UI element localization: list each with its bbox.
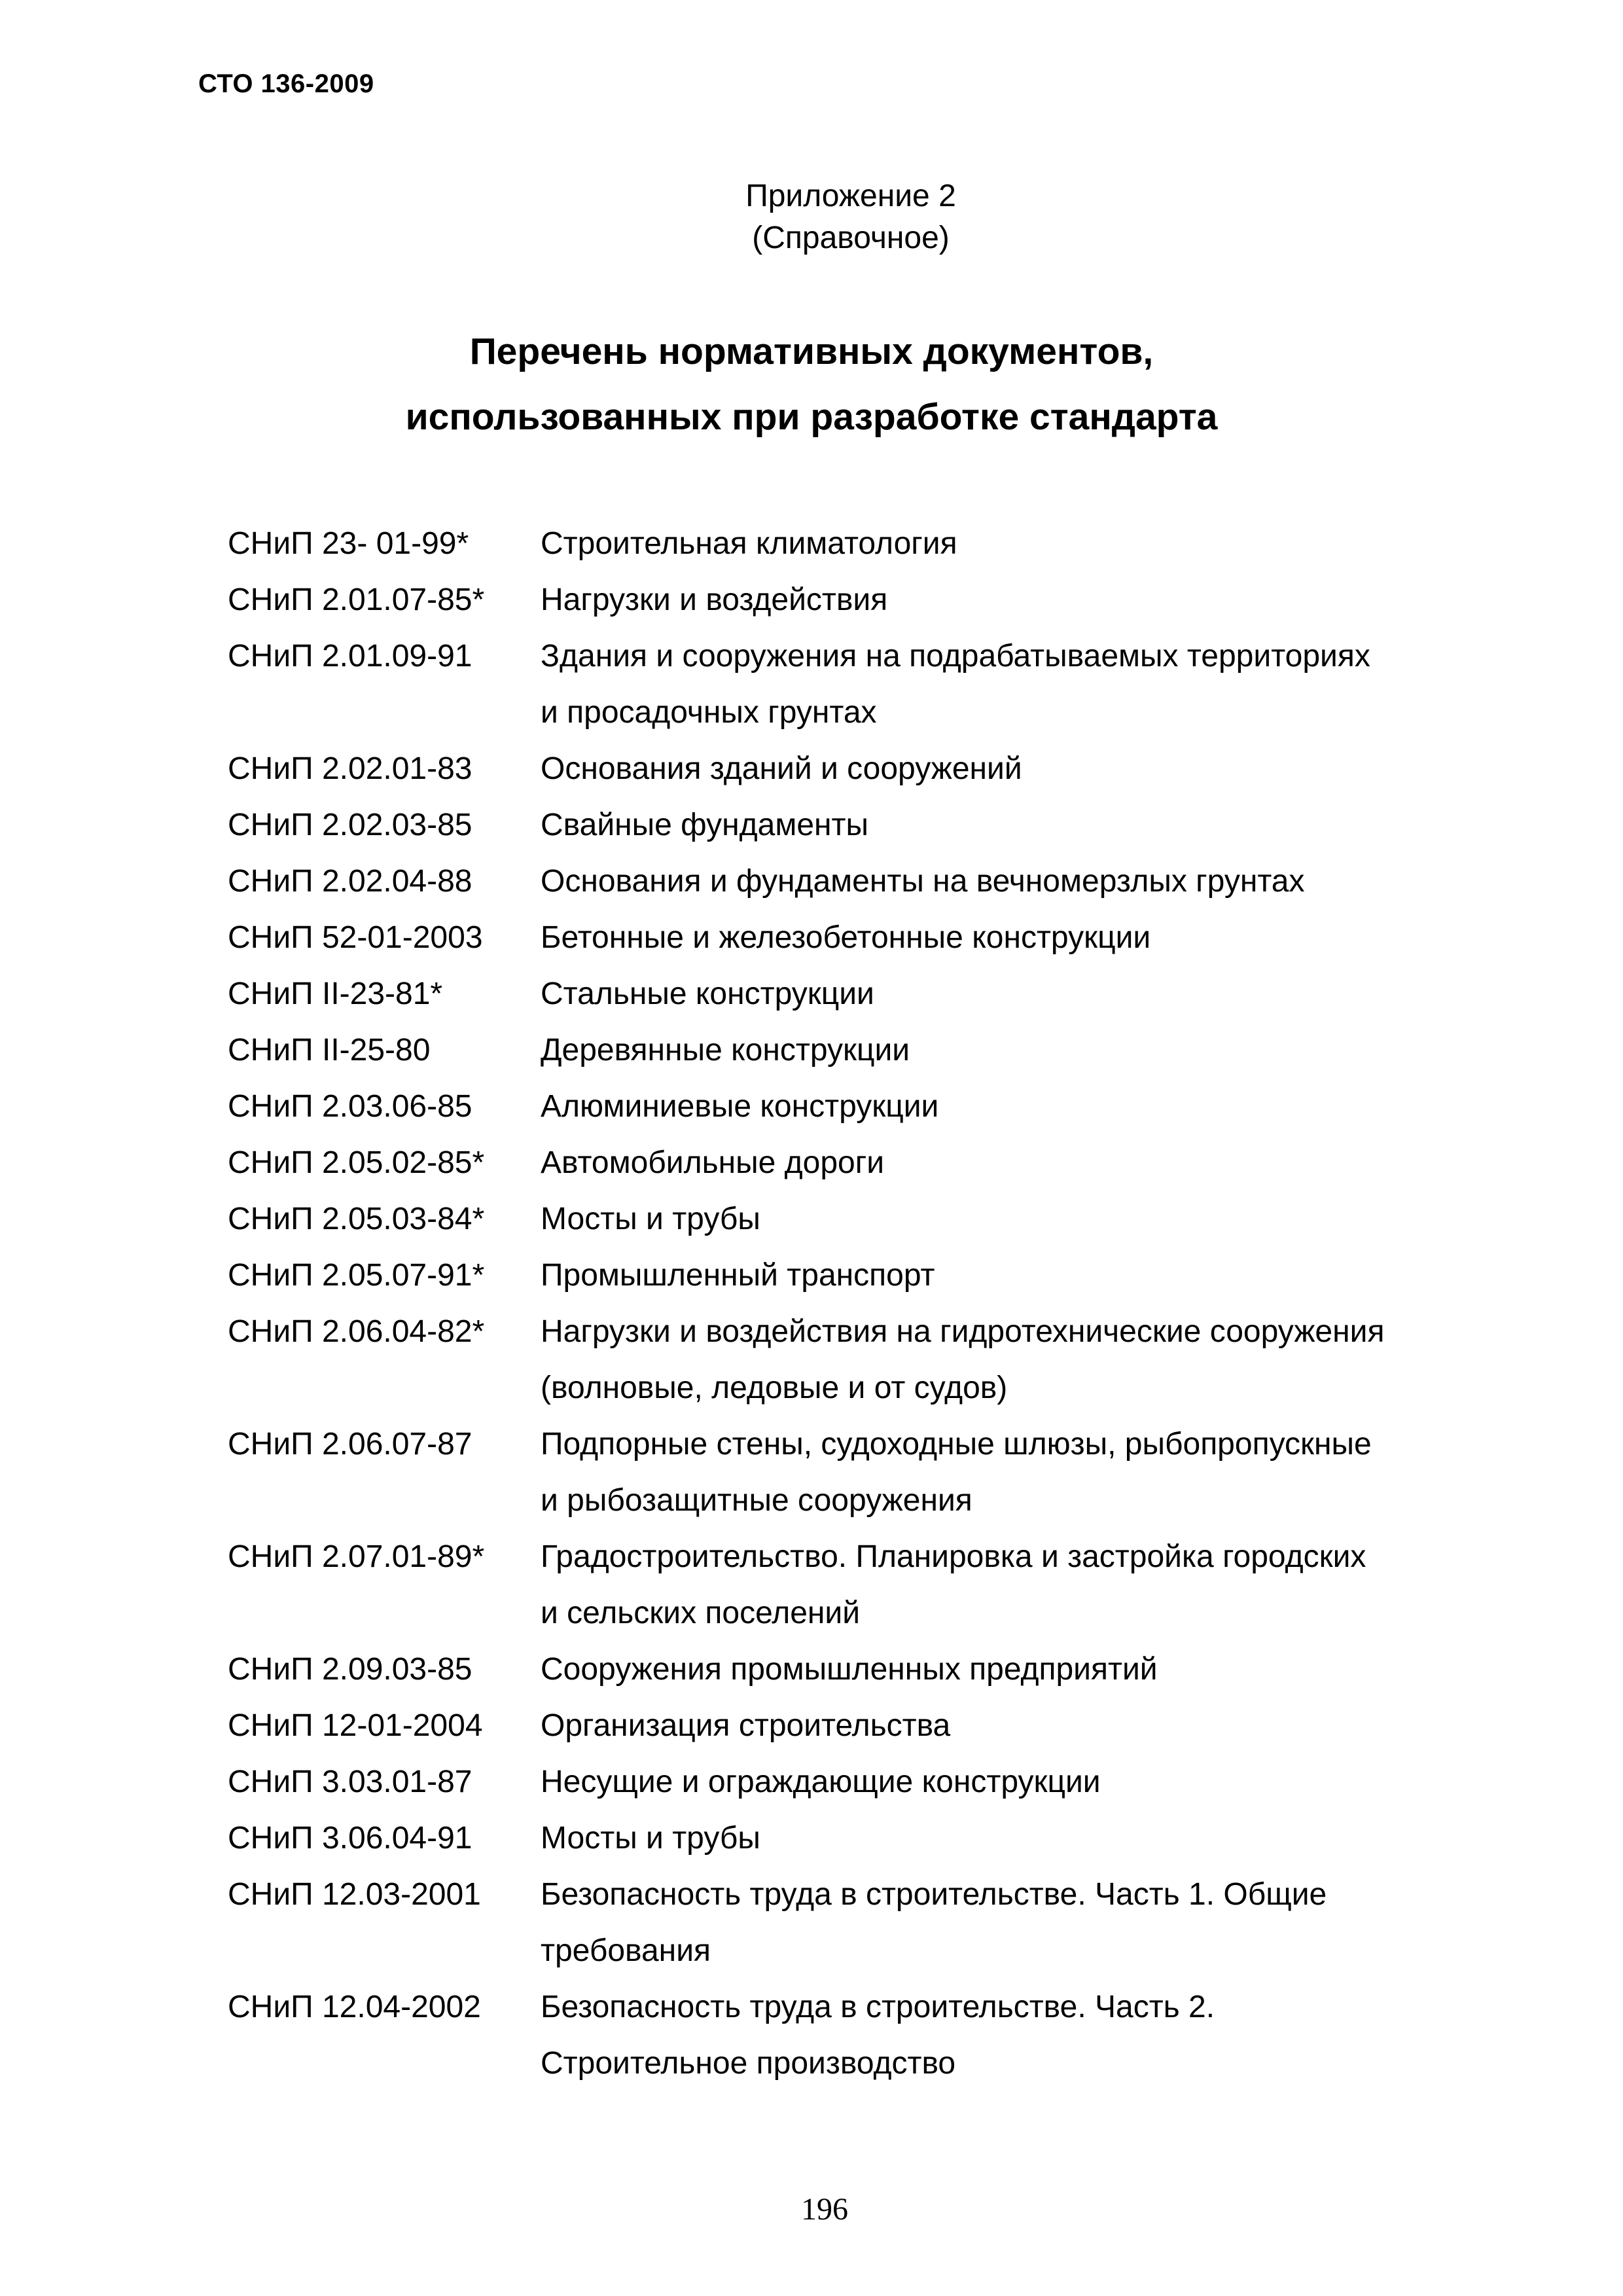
list-item (228, 1135, 1504, 1191)
document-code-cell: СНиП 2.05.02-85* (228, 1145, 485, 1180)
normative-documents-list (228, 516, 1504, 2092)
list-item (228, 853, 1504, 910)
document-code-cell: СНиП 2.06.04-82* (228, 1314, 485, 1349)
document-title-cell: Несущие и ограждающие конструкции (541, 1765, 1101, 1799)
list-item (228, 1979, 1504, 2092)
document-code-cell: СНиП 2.07.01-89* (228, 1539, 485, 1574)
document-title-cell: Стальные конструкции (541, 977, 874, 1011)
list-item (228, 741, 1504, 797)
appendix-type: (Справочное) (752, 221, 950, 255)
page-title-line-2: использованных при разработке стандарта (405, 396, 1218, 438)
document-code-cell: СНиП 12-01-2004 (228, 1708, 483, 1743)
document-title-cell: Организация строительства (541, 1708, 951, 1743)
document-code-cell: СНиП 2.02.01-83 (228, 751, 473, 786)
page-number: 196 (801, 2192, 848, 2227)
document-code: СТО 136-2009 (198, 69, 374, 98)
document-title-cell: Мосты и трубы (541, 1202, 760, 1236)
list-item (228, 1304, 1504, 1416)
list-item (228, 1191, 1504, 1247)
list-item (228, 1867, 1504, 1979)
appendix-label: Приложение 2 (745, 179, 956, 213)
document-title-cell: Свайные фундаменты (541, 808, 869, 842)
document-title-cell: Здания и сооружения на подрабатываемых территориях и просадочных грунтах (541, 639, 1370, 730)
document-code-cell: СНиП 2.01.09-91 (228, 639, 473, 673)
document-code-cell: СНиП II-25-80 (228, 1033, 431, 1067)
document-code-cell: СНиП 3.03.01-87 (228, 1765, 473, 1799)
list-item (228, 1529, 1504, 1641)
list-item (228, 572, 1504, 628)
document-title-cell: Промышленный транспорт (541, 1258, 935, 1293)
list-item (228, 1247, 1504, 1304)
document-title-cell: Сооружения промышленных предприятий (541, 1652, 1158, 1687)
list-item (228, 966, 1504, 1022)
page-title-line-1: Перечень нормативных документов, (469, 331, 1154, 372)
document-code-cell: СНиП 2.05.03-84* (228, 1202, 485, 1236)
document-code-cell: СНиП 2.01.07-85* (228, 583, 485, 617)
document-code-cell: СНиП 3.06.04-91 (228, 1821, 473, 1856)
document-title-cell: Алюминиевые конструкции (541, 1089, 939, 1124)
document-title-cell: Деревянные конструкции (541, 1033, 910, 1067)
document-code-cell: СНиП 12.04-2002 (228, 1990, 481, 2024)
document-title-cell: Нагрузки и воздействия (541, 583, 888, 617)
document-title-cell: Бетонные и железобетонные конструкции (541, 920, 1151, 955)
list-item (228, 1416, 1504, 1529)
list-item (228, 516, 1504, 572)
list-item (228, 910, 1504, 966)
document-code-cell: СНиП 2.09.03-85 (228, 1652, 473, 1687)
document-code-cell: СНиП 2.02.04-88 (228, 864, 473, 899)
document-title-cell: Основания зданий и сооружений (541, 751, 1022, 786)
list-item (228, 1022, 1504, 1079)
document-code-cell: СНиП 52-01-2003 (228, 920, 483, 955)
document-code-cell: СНиП 2.05.07-91* (228, 1258, 485, 1293)
document-title-cell: Автомобильные дороги (541, 1145, 885, 1180)
document-title-cell: Нагрузки и воздействия на гидротехнические сооружения (волновые, ледовые и от судов) (541, 1314, 1385, 1405)
document-code-cell: СНиП 2.02.03-85 (228, 808, 473, 842)
document-title-cell: Безопасность труда в строительстве. Часть 1. Общие требования (541, 1877, 1327, 1968)
document-code-cell: СНиП 23- 01-99* (228, 526, 469, 561)
list-item (228, 1079, 1504, 1135)
document-title-cell: Безопасность труда в строительстве. Часть 2. Строительное производство (541, 1990, 1215, 2081)
list-item (228, 1810, 1504, 1867)
list-item (228, 1641, 1504, 1698)
document-title-cell: Основания и фундаменты на вечномерзлых грунтах (541, 864, 1305, 899)
document-title-cell: Градостроительство. Планировка и застройка городских и сельских поселений (541, 1539, 1366, 1630)
list-item (228, 797, 1504, 853)
list-item (228, 628, 1504, 741)
document-title-cell: Мосты и трубы (541, 1821, 760, 1856)
document-code-cell: СНиП 12.03-2001 (228, 1877, 481, 1912)
list-item (228, 1754, 1504, 1810)
document-code-cell: СНиП II-23-81* (228, 977, 443, 1011)
list-item (228, 1698, 1504, 1754)
document-title-cell: Строительная климатология (541, 526, 957, 561)
document-code-cell: СНиП 2.06.07-87 (228, 1427, 473, 1462)
document-code-cell: СНиП 2.03.06-85 (228, 1089, 473, 1124)
document-title-cell: Подпорные стены, судоходные шлюзы, рыбопропускные и рыбозащитные сооружения (541, 1427, 1372, 1518)
